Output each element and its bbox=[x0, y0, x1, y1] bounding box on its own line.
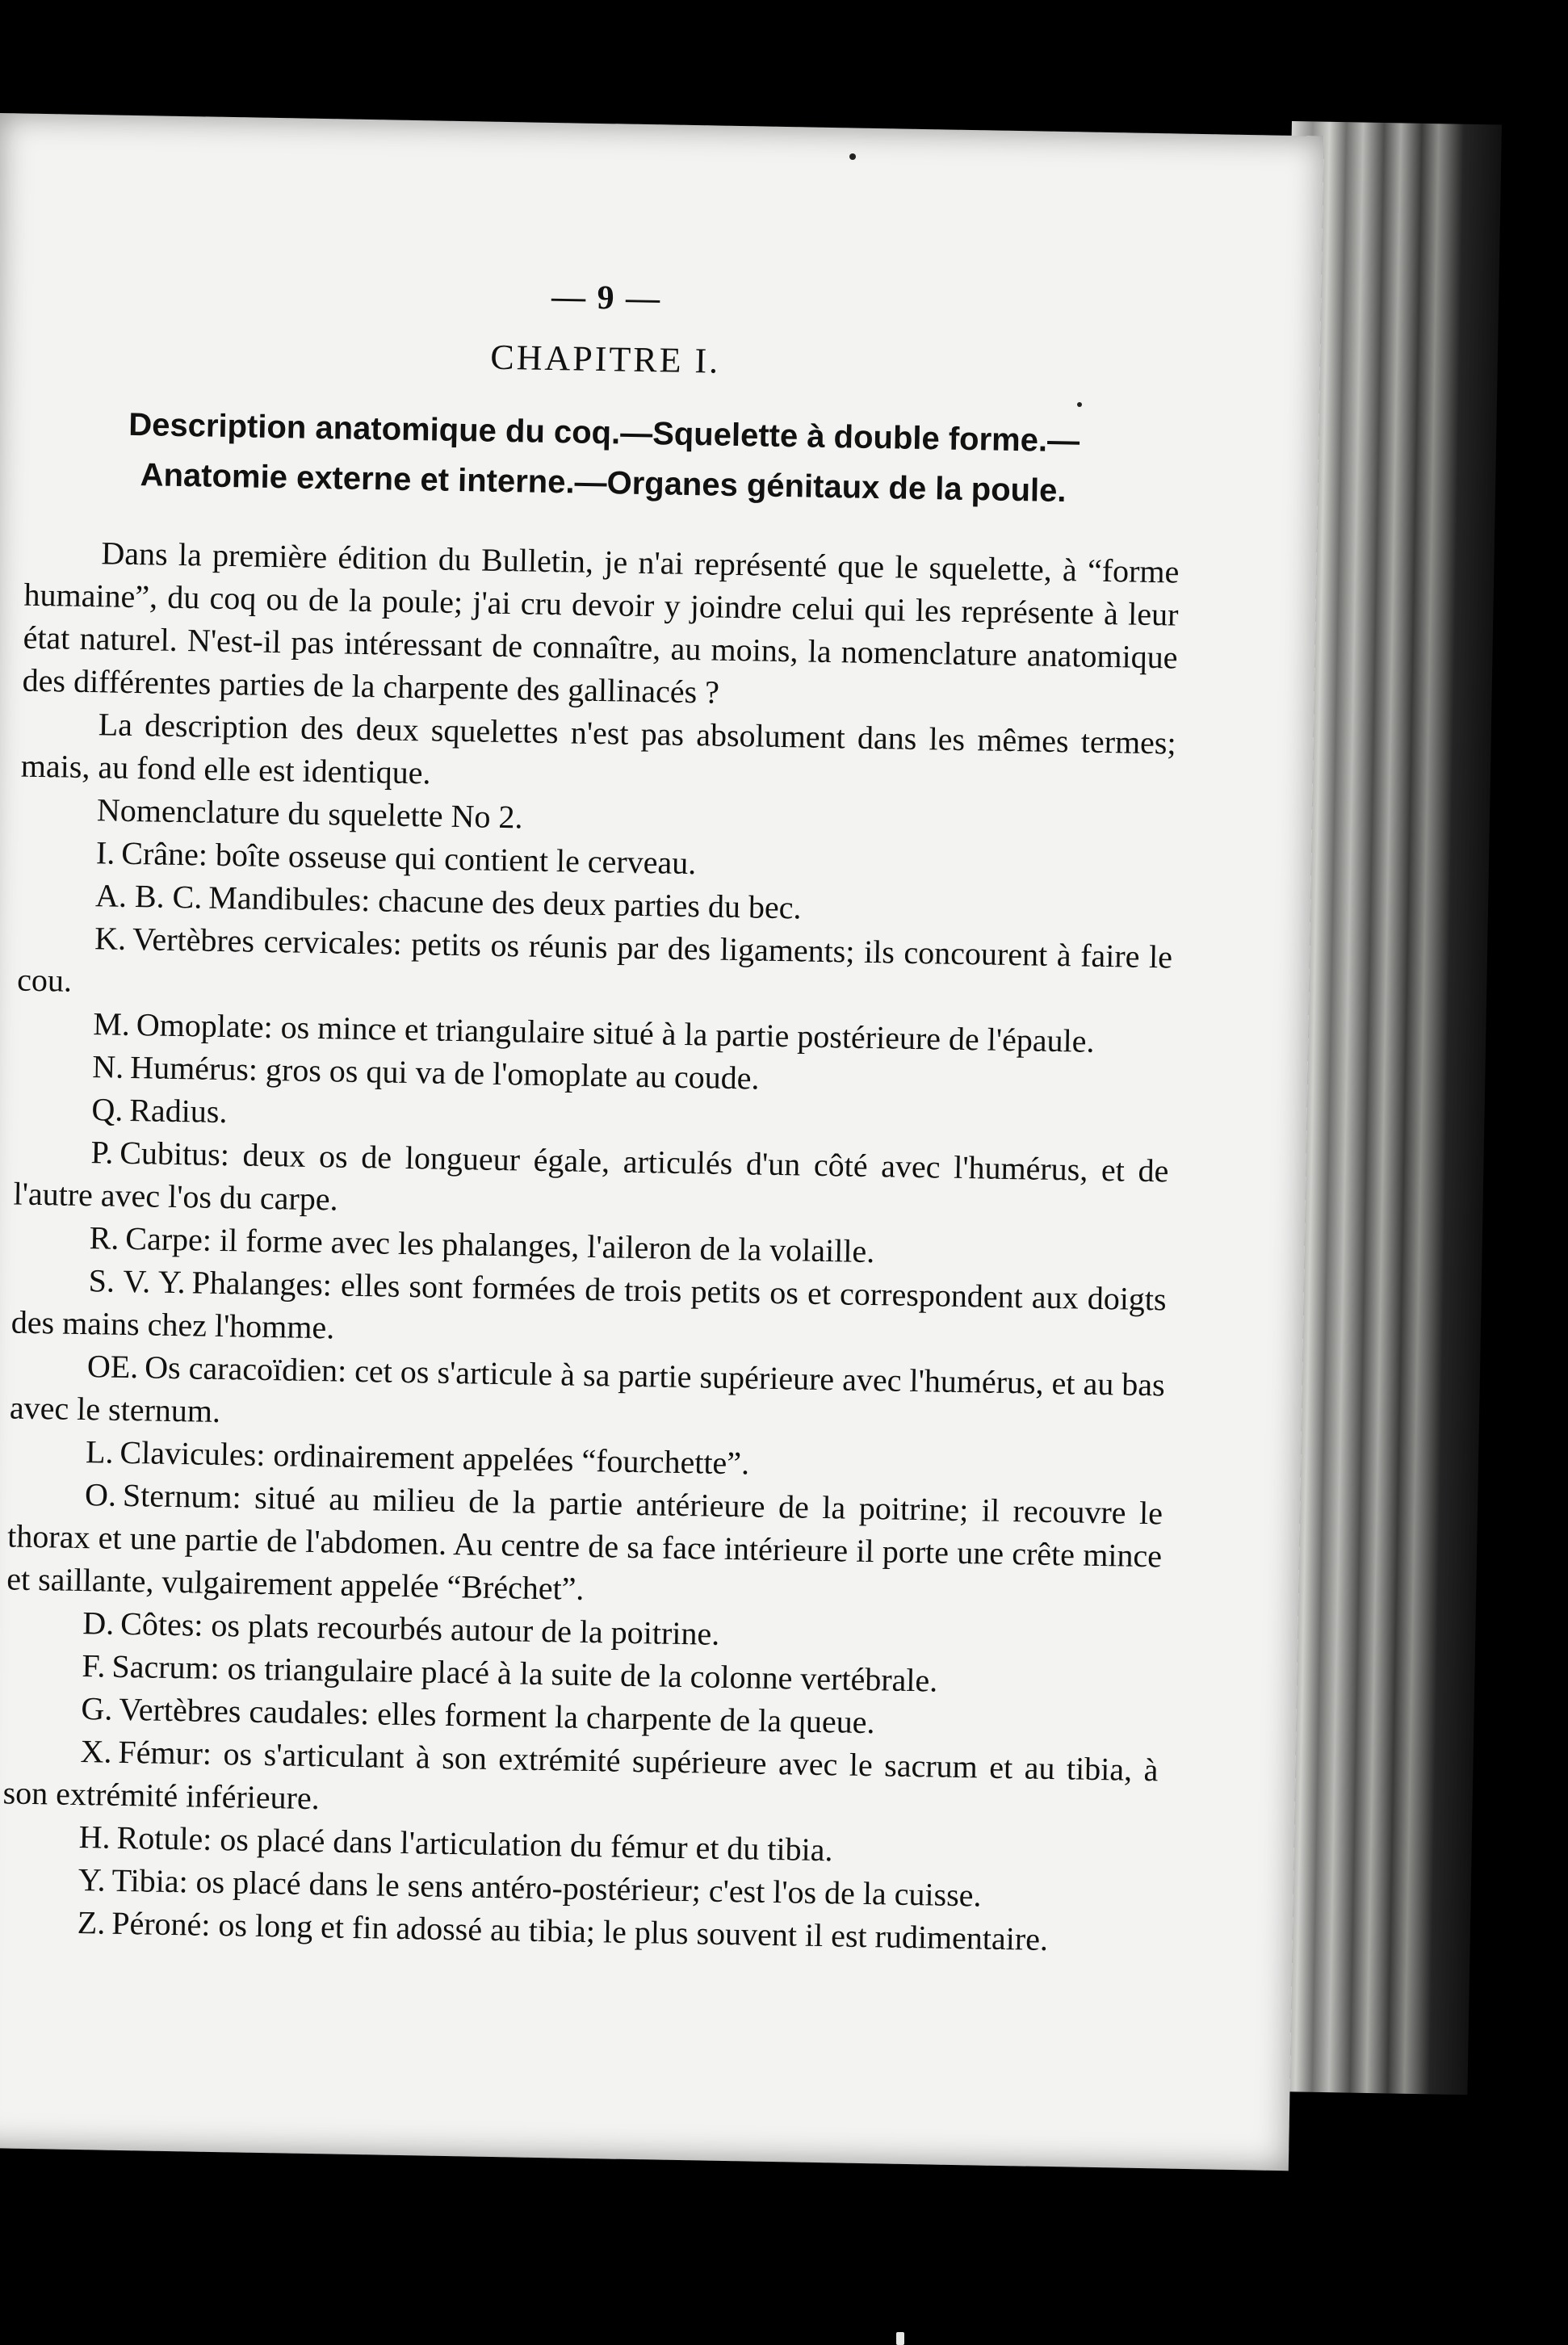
entry-code: G. bbox=[81, 1690, 113, 1727]
list-item bbox=[6, 1471, 1163, 1620]
entry-text: Sternum: situé au milieu de la partie antérieure de la poitrine; il recouvre le thorax et une partie de l'abdomen. Au centre de sa face intérieure il porte une crête mince et saillante, vulgairement appelée “Bréchet”. bbox=[6, 1476, 1163, 1607]
entry-text: Côtes: os plats recourbés autour de la poitrine. bbox=[119, 1605, 720, 1652]
entry-text: Humérus: gros os qui va de l'omoplate au coude. bbox=[129, 1048, 760, 1097]
nomenclature-list bbox=[0, 830, 1174, 1963]
entry-text: Os caracoïdien: cet os s'articule à sa partie supérieure avec l'humérus, et au bas avec le sternum. bbox=[9, 1349, 1166, 1430]
entry-text: Tibia: os placé dans le sens antéro-postérieur; c'est l'os de la cuisse. bbox=[111, 1861, 982, 1914]
entry-code: K. bbox=[94, 920, 127, 957]
entry-code: N. bbox=[92, 1048, 124, 1085]
paragraph-intro: Dans la première édition du Bulletin, je n'ai représenté que le squelette, à “forme humaine”, du coq ou de la poule; j'ai cru devoir y joindre celui qui les représente à leur état naturel. N'est-il pas intéressant de connaître, au moins, la nomenclature anatomique des différentes parties de la charpente des gallinacés ? bbox=[22, 535, 1180, 711]
paragraph-description: La description des deux squelettes n'est pas absolument dans les mêmes termes; mais, au fond elle est identique. bbox=[20, 706, 1177, 791]
entry-text: Vertèbres caudales: elles forment la charpente de la queue. bbox=[119, 1690, 875, 1741]
book-page bbox=[0, 113, 1324, 2171]
entry-text: Phalanges: elles sont formées de trois petits os et correspondent aux doigts des mains chez l'homme. bbox=[10, 1264, 1167, 1346]
entry-text: Péroné: os long et fin adossé au tibia; le plus souvent il est rudimentaire. bbox=[111, 1904, 1049, 1957]
entry-text: Radius. bbox=[128, 1091, 228, 1131]
entry-code: O. bbox=[84, 1476, 117, 1513]
entry-code: H. bbox=[78, 1819, 111, 1856]
entry-text: Rotule: os placé dans l'articulation du fémur et du tibia. bbox=[116, 1819, 833, 1869]
paragraph-nomenclature-heading: Nomenclature du squelette No 2. bbox=[96, 791, 523, 836]
chapter-title-line-2: Anatomie externe et interne.—Organes génitaux de la poule. bbox=[140, 457, 1067, 510]
entry-code: Q. bbox=[91, 1091, 124, 1128]
chapter-heading: CHAPITRE I. bbox=[490, 337, 721, 381]
entry-code: P. bbox=[90, 1134, 114, 1171]
entry-code: F. bbox=[82, 1647, 106, 1684]
entry-code: Z. bbox=[77, 1904, 106, 1941]
entry-text: Cubitus: deux os de longueur égale, articulés d'un côté avec l'humérus, et de l'autre avec l'os du carpe. bbox=[13, 1134, 1169, 1218]
entry-code: OE. bbox=[86, 1348, 139, 1386]
entry-code: L. bbox=[85, 1433, 114, 1470]
chapter-title bbox=[26, 398, 1182, 518]
entry-text: Fémur: os s'articulant à son extrémité supérieure avec le sacrum et au tibia, à son extrémité inférieure. bbox=[2, 1733, 1159, 1817]
page-content bbox=[0, 267, 1184, 1963]
ink-speck bbox=[896, 2332, 904, 2345]
entry-code: D. bbox=[82, 1605, 115, 1642]
entry-code: R. bbox=[89, 1219, 119, 1256]
entry-code: S. V. Y. bbox=[88, 1262, 187, 1301]
entry-text: Clavicules: ordinairement appelées “fourchette”. bbox=[119, 1433, 750, 1482]
entry-text: Crâne: boîte osseuse qui contient le cerveau. bbox=[120, 834, 697, 882]
entry-code: I. bbox=[95, 834, 115, 871]
entry-text: Mandibules: chacune des deux parties du bec. bbox=[208, 879, 802, 926]
entry-text: Vertèbres cervicales: petits os réunis par des ligaments; ils concourent à faire le cou. bbox=[16, 921, 1173, 999]
chapter-title-line-1: Description anatomique du coq.—Squelette à double forme.— bbox=[128, 406, 1080, 459]
page-number: — 9 — bbox=[551, 278, 662, 318]
ink-speck bbox=[1077, 402, 1082, 407]
entry-code: X. bbox=[80, 1733, 112, 1770]
entry-code: Y. bbox=[78, 1861, 106, 1898]
entry-code: M. bbox=[92, 1005, 131, 1042]
entry-text: Sacrum: os triangulaire placé à la suite de la colonne vertébrale. bbox=[111, 1647, 938, 1699]
entry-code: A. B. C. bbox=[94, 877, 203, 916]
entry-text: Omoplate: os mince et triangulaire situé à la partie postérieure de l'épaule. bbox=[136, 1006, 1095, 1059]
ink-speck bbox=[849, 153, 856, 160]
entry-text: Carpe: il forme avec les phalanges, l'aileron de la volaille. bbox=[124, 1219, 875, 1270]
